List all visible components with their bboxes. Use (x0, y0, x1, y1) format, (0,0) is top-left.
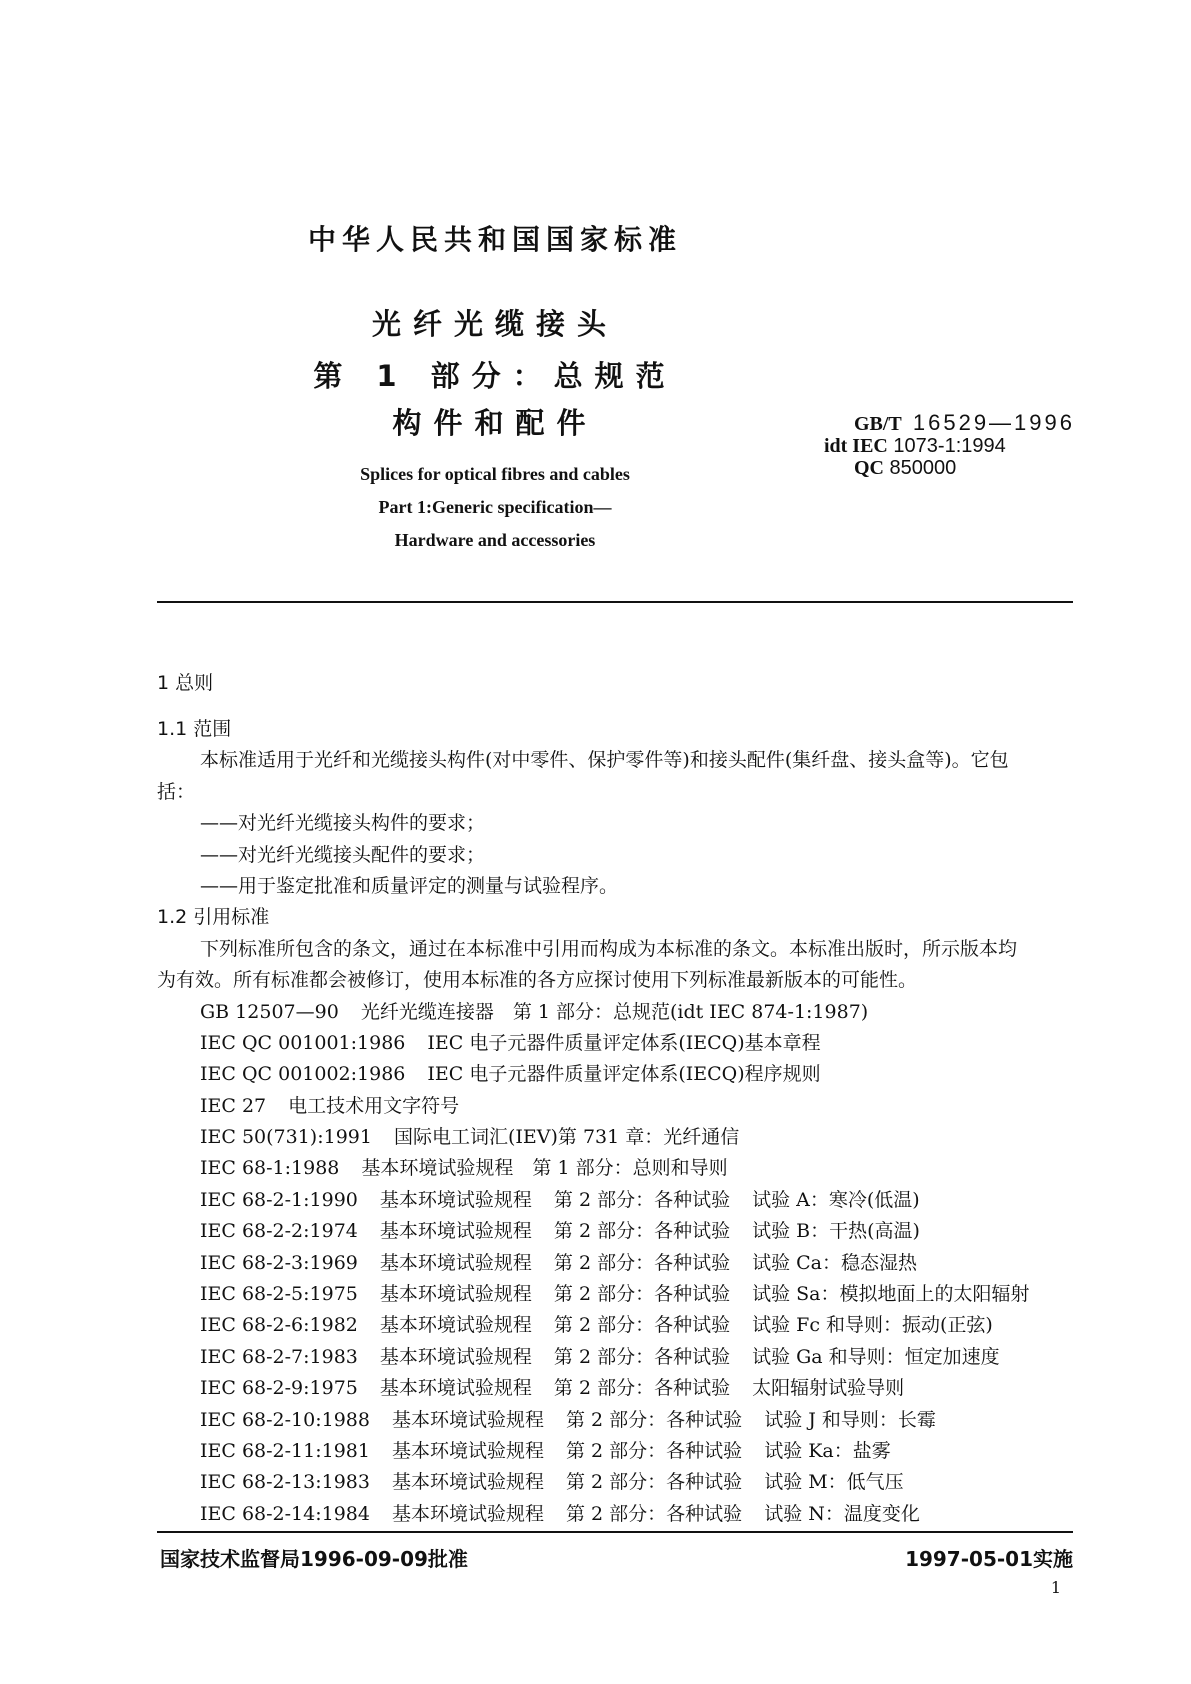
reference-title-part: 第 2 部分：各种试验 (553, 1377, 731, 1400)
reference-title-part: 试验 J 和导则：长霉 (764, 1408, 936, 1431)
reference-item (157, 1310, 1077, 1341)
paragraph-line: 下列标准所包含的条文，通过在本标准中引用而构成为本标准的条文。本标准出版时，所示版本均 (200, 937, 1018, 960)
reference-title-part: 试验 Fc 和导则：振动(正弦) (752, 1314, 993, 1337)
reference-item (157, 997, 1077, 1028)
header-rule (157, 601, 1073, 603)
reference-title-part: 基本环境试验规程 (392, 1439, 545, 1462)
reference-item (157, 1248, 1077, 1279)
reference-title-part: 试验 M：低气压 (764, 1471, 904, 1494)
reference-code: IEC 68-2-11:1981 (200, 1439, 370, 1462)
reference-title-part: 第 2 部分：各种试验 (553, 1220, 731, 1243)
reference-title-part: 第 2 部分：各种试验 (566, 1471, 743, 1494)
reference-title-part: 试验 Sa：模拟地面上的太阳辐射 (752, 1283, 1030, 1306)
reference-title-part: 试验 B：干热(高温) (752, 1220, 920, 1243)
reference-title-part: 第 2 部分：各种试验 (553, 1188, 731, 1211)
reference-title-part: 基本环境试验规程 (379, 1283, 532, 1306)
reference-code: IEC 68-2-3:1969 (200, 1251, 358, 1274)
reference-code: IEC 68-2-6:1982 (200, 1314, 358, 1337)
section-1-heading: 1 总则 (157, 672, 214, 694)
reference-title-part: 电工技术用文字符号 (288, 1094, 460, 1117)
reference-item (157, 1185, 1077, 1216)
reference-item (157, 1122, 1077, 1153)
reference-title-part: 试验 Ga 和导则：恒定加速度 (752, 1345, 1000, 1368)
reference-title-part: 第 2 部分：各种试验 (566, 1502, 743, 1525)
reference-code: IEC 68-2-7:1983 (200, 1345, 358, 1368)
idt-number: 1073-1:1994 (893, 435, 1006, 457)
title-line-3: 构件和配件 (392, 406, 598, 440)
reference-code: IEC 68-2-2:1974 (200, 1220, 358, 1243)
reference-title-part: 第 2 部分：各种试验 (566, 1439, 743, 1462)
section-1-2-heading: 1.2 引用标准 (157, 906, 270, 929)
reference-code: IEC 50(731):1991 (200, 1126, 372, 1149)
reference-title-part: 试验 Ka：盐雾 (764, 1439, 891, 1462)
idt-prefix: idt IEC (823, 435, 888, 457)
footer-rule (157, 1531, 1073, 1533)
title-line-2: 第 1 部分：总规范 (313, 359, 677, 393)
reference-title-part: 试验 Ca：稳态湿热 (752, 1251, 917, 1274)
reference-title-part: 基本环境试验规程 (379, 1314, 532, 1337)
list-item: ——用于鉴定批准和质量评定的测量与试验程序。 (200, 874, 619, 897)
reference-title-part: 基本环境试验规程 (379, 1377, 532, 1400)
reference-title-part: 基本环境试验规程 (379, 1188, 532, 1211)
reference-title-part: 基本环境试验规程 (379, 1251, 532, 1274)
reference-title-part: 基本环境试验规程 (379, 1220, 532, 1243)
reference-title-part: IEC 电子元器件质量评定体系(IECQ)基本章程 (427, 1031, 821, 1054)
reference-code: IEC 68-2-13:1983 (200, 1471, 370, 1494)
reference-item (157, 1153, 1077, 1184)
list-item: ——对光纤光缆接头构件的要求； (200, 812, 486, 835)
reference-item (157, 1436, 1077, 1467)
reference-item (157, 1405, 1077, 1436)
qc-number: 850000 (889, 457, 957, 479)
reference-item (157, 1279, 1077, 1310)
reference-title-part: 第 2 部分：各种试验 (553, 1314, 731, 1337)
reference-title-part: 第 2 部分：各种试验 (566, 1408, 743, 1431)
reference-title-part: 太阳辐射试验导则 (752, 1377, 905, 1400)
title-line-1: 光纤光缆接头 (371, 307, 618, 341)
reference-title-part: 第 2 部分：各种试验 (553, 1283, 731, 1306)
page-number: 1 (1050, 1578, 1061, 1597)
reference-code: IEC QC 001002:1986 (200, 1063, 406, 1086)
reference-code: IEC 27 (200, 1094, 267, 1117)
reference-item (157, 1028, 1077, 1059)
reference-title-part: 基本环境试验规程 (379, 1345, 532, 1368)
reference-code: IEC 68-2-1:1990 (200, 1188, 358, 1211)
reference-code: GB 12507—90 (200, 1000, 339, 1023)
reference-code: IEC 68-1:1988 (200, 1157, 340, 1180)
english-title-line-3: Hardware and accessories (394, 530, 596, 550)
reference-title-part: 第 2 部分：各种试验 (553, 1345, 731, 1368)
reference-title-part: 基本环境试验规程 第 1 部分：总则和导则 (361, 1157, 728, 1180)
reference-item (157, 1467, 1077, 1498)
reference-title-part: 试验 A：寒冷(低温) (752, 1188, 920, 1211)
reference-title-part: 第 2 部分：各种试验 (553, 1251, 731, 1274)
reference-title-part: IEC 电子元器件质量评定体系(IECQ)程序规则 (427, 1063, 821, 1086)
approval-date: 国家技术监督局1996-09-09批准 (160, 1547, 468, 1571)
reference-title-part: 基本环境试验规程 (392, 1502, 545, 1525)
qc-prefix: QC (853, 457, 884, 479)
std-number: 16529—1996 (912, 410, 1075, 435)
list-item: ——对光纤光缆接头配件的要求； (200, 843, 486, 866)
reference-item (157, 1373, 1077, 1404)
paragraph-line: 括： (157, 780, 196, 803)
std-prefix: GB/T (853, 413, 902, 435)
reference-code: IEC QC 001001:1986 (200, 1031, 406, 1054)
document-body (157, 714, 1077, 1530)
reference-code: IEC 68-2-14:1984 (200, 1502, 370, 1525)
reference-title-part: 基本环境试验规程 (392, 1471, 545, 1494)
reference-code: IEC 68-2-5:1975 (200, 1283, 358, 1306)
reference-code: IEC 68-2-10:1988 (200, 1408, 370, 1431)
reference-item (157, 1059, 1077, 1090)
paragraph-line: 为有效。所有标准都会被修订，使用本标准的各方应探讨使用下列标准最新版本的可能性。 (157, 969, 918, 992)
reference-item (157, 1091, 1077, 1122)
reference-title-part: 国际电工词汇(IEV)第 731 章：光纤通信 (393, 1126, 740, 1149)
reference-code: IEC 68-2-9:1975 (200, 1377, 358, 1400)
paragraph-line: 本标准适用于光纤和光缆接头构件(对中零件、保护零件等)和接头配件(集纤盘、接头盒等)。它包 (200, 749, 1009, 772)
reference-title-part: 光纤光缆连接器 第 1 部分：总规范(idt IEC 874-1:1987) (360, 1000, 869, 1023)
reference-title-part: 试验 N：温度变化 (764, 1502, 920, 1525)
national-standard-heading: 中华人民共和国国家标准 (307, 223, 682, 256)
reference-title-part: 基本环境试验规程 (392, 1408, 545, 1431)
english-title-line-1: Splices for optical fibres and cables (360, 464, 630, 484)
section-1-1-heading: 1.1 范围 (157, 718, 232, 740)
english-title-line-2: Part 1:Generic specification— (378, 497, 612, 517)
reference-item (157, 1342, 1077, 1373)
reference-item (157, 1216, 1077, 1247)
reference-item (157, 1499, 1077, 1530)
effective-date: 1997-05-01实施 (905, 1547, 1073, 1571)
